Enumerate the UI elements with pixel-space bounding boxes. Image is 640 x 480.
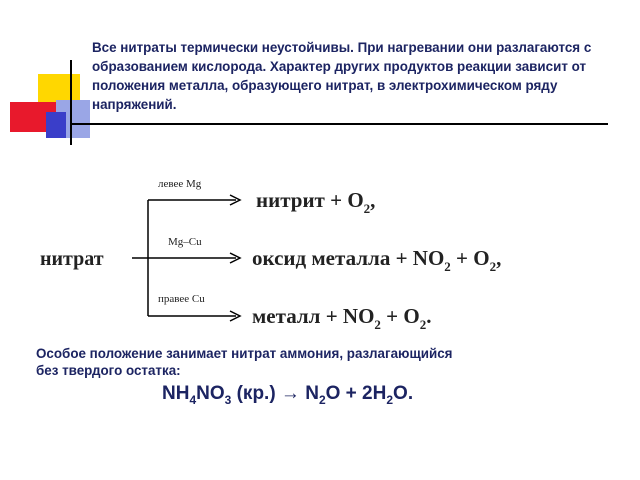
condition-label-2: Mg–Cu (168, 236, 202, 248)
condition-label-3: правее Cu (158, 293, 205, 305)
source-label: нитрат (40, 248, 104, 270)
ammonium-note: Особое положение занимает нитрат аммония, разлагающийся без твердого остатка: (36, 346, 453, 378)
ammonium-nitrate-equation: $NH_4NO_3$ $(кр.) \to N_2O + 2H_2O$. (162, 383, 414, 407)
product-3: металл + $NO_2 + O_2$. (252, 304, 432, 332)
product-2: оксид металла + $NO_2 + O_2$, (252, 246, 502, 274)
condition-label-1: левее Mg (158, 178, 202, 190)
product-1: нитрит + $O_2$, (256, 188, 376, 216)
intro-paragraph: Все нитраты термически неустойчивы. При нагревании они разлагаются с образованием кислорода. Характер других продуктов реакции зависит от положения металла, образующего нитрат, в электрохимическом ряду напряжений. (92, 40, 592, 112)
